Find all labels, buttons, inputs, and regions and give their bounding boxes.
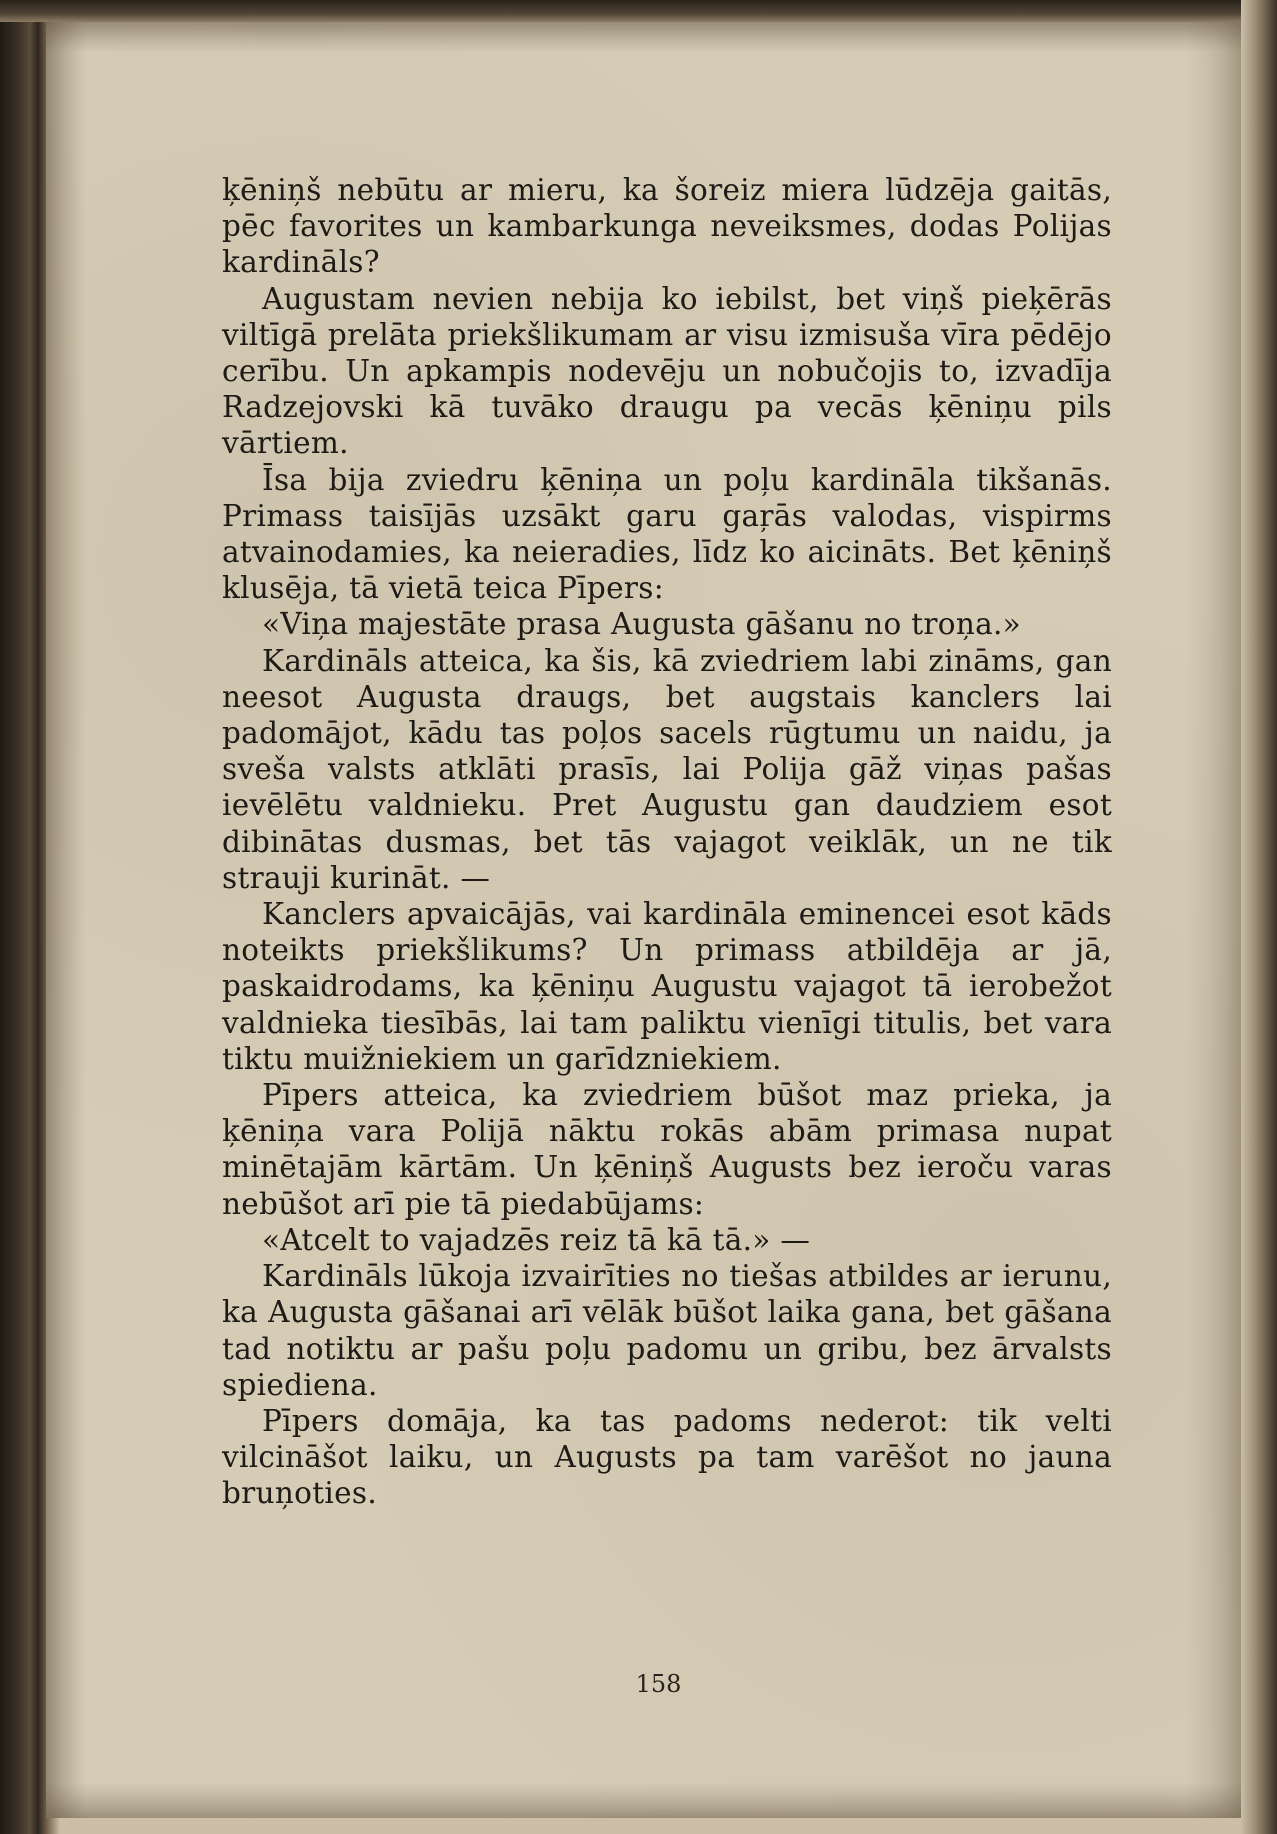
paragraph: Kanclers apvaicājās, vai kardināla eminencei esot kāds noteikts priekšlikums? Un primass atbildēja ar jā, paskaidrodams, ka ķēniņu Augustu vajagot tā ierobežot valdnieka tiesībās, lai tam paliktu vienīgi titulis, bet vara tiktu muižniekiem un garīdzniekiem.: [222, 897, 1112, 1076]
quote-paragraph: «Atcelt to vajadzēs reiz tā kā tā.» —: [262, 1222, 811, 1257]
paragraph: ķēniņš nebūtu ar mieru, ka šoreiz miera lūdzēja gaitās, pēc favorites un kambarkunga neveiksmes, dodas Polijas kardināls?: [222, 173, 1112, 280]
book-right-edge: [1241, 0, 1277, 1834]
paragraph: Kardināls atteica, ka šis, kā zviedriem labi zināms, gan neesot Augusta draugs, bet augstais kanclers lai padomājot, kādu tas poļos sacels rūgtumu un naidu, ja sveša valsts atklāti prasīs, lai Polija gāž viņas pašas ievēlētu valdnieku. Pret Augustu gan daudziem esot dibinātas dusmas, bet tās vajagot veiklāk, un ne tik strauji kurināt. —: [222, 643, 1112, 895]
paragraph: Īsa bija zviedru ķēniņa un poļu kardināla tikšanās. Primass taisījās uzsākt garu gaŗās valodas, vispirms atvainodamies, ka neieradies, līdz ko aicināts. Bet ķēniņš klusēja, tā vietā teica Pīpers:: [222, 462, 1112, 606]
paragraph: Pīpers atteica, ka zviedriem būšot maz prieka, ja ķēniņa vara Polijā nāktu rokās abām primasa nupat minētajām kārtām. Un ķēniņš Augusts bez ieroču varas nebūšot arī pie tā piedabūjams:: [222, 1078, 1112, 1221]
page-number: 158: [635, 1670, 682, 1698]
paragraph: Kardināls lūkoja izvairīties no tiešas atbildes ar ierunu, ka Augusta gāšanai arī vēlāk būšot laika gana, bet gāšana tad notiktu ar pašu poļu padomu un gribu, bez ārvalsts spiediena.: [222, 1259, 1112, 1402]
quote-paragraph: «Viņa majestāte prasa Augusta gāšanu no troņa.»: [262, 607, 1022, 642]
paragraph: Augustam nevien nebija ko iebilst, bet viņš pieķērās viltīgā prelāta priekšlikumam ar visu izmisuša vīra pēdējo cerību. Un apkampis nodevēju un nobučojis to, izvadīja Radzejovski kā tuvāko draugu pa vecās ķēniņu pils vārtiem.: [222, 281, 1112, 461]
paragraph: Pīpers domāja, ka tas padoms nederot: tik velti vilcināšot laiku, un Augusts pa tam varēšot no jauna bruņoties.: [222, 1403, 1112, 1511]
book-top-edge: [0, 0, 1277, 22]
page-text: [222, 172, 1112, 1512]
